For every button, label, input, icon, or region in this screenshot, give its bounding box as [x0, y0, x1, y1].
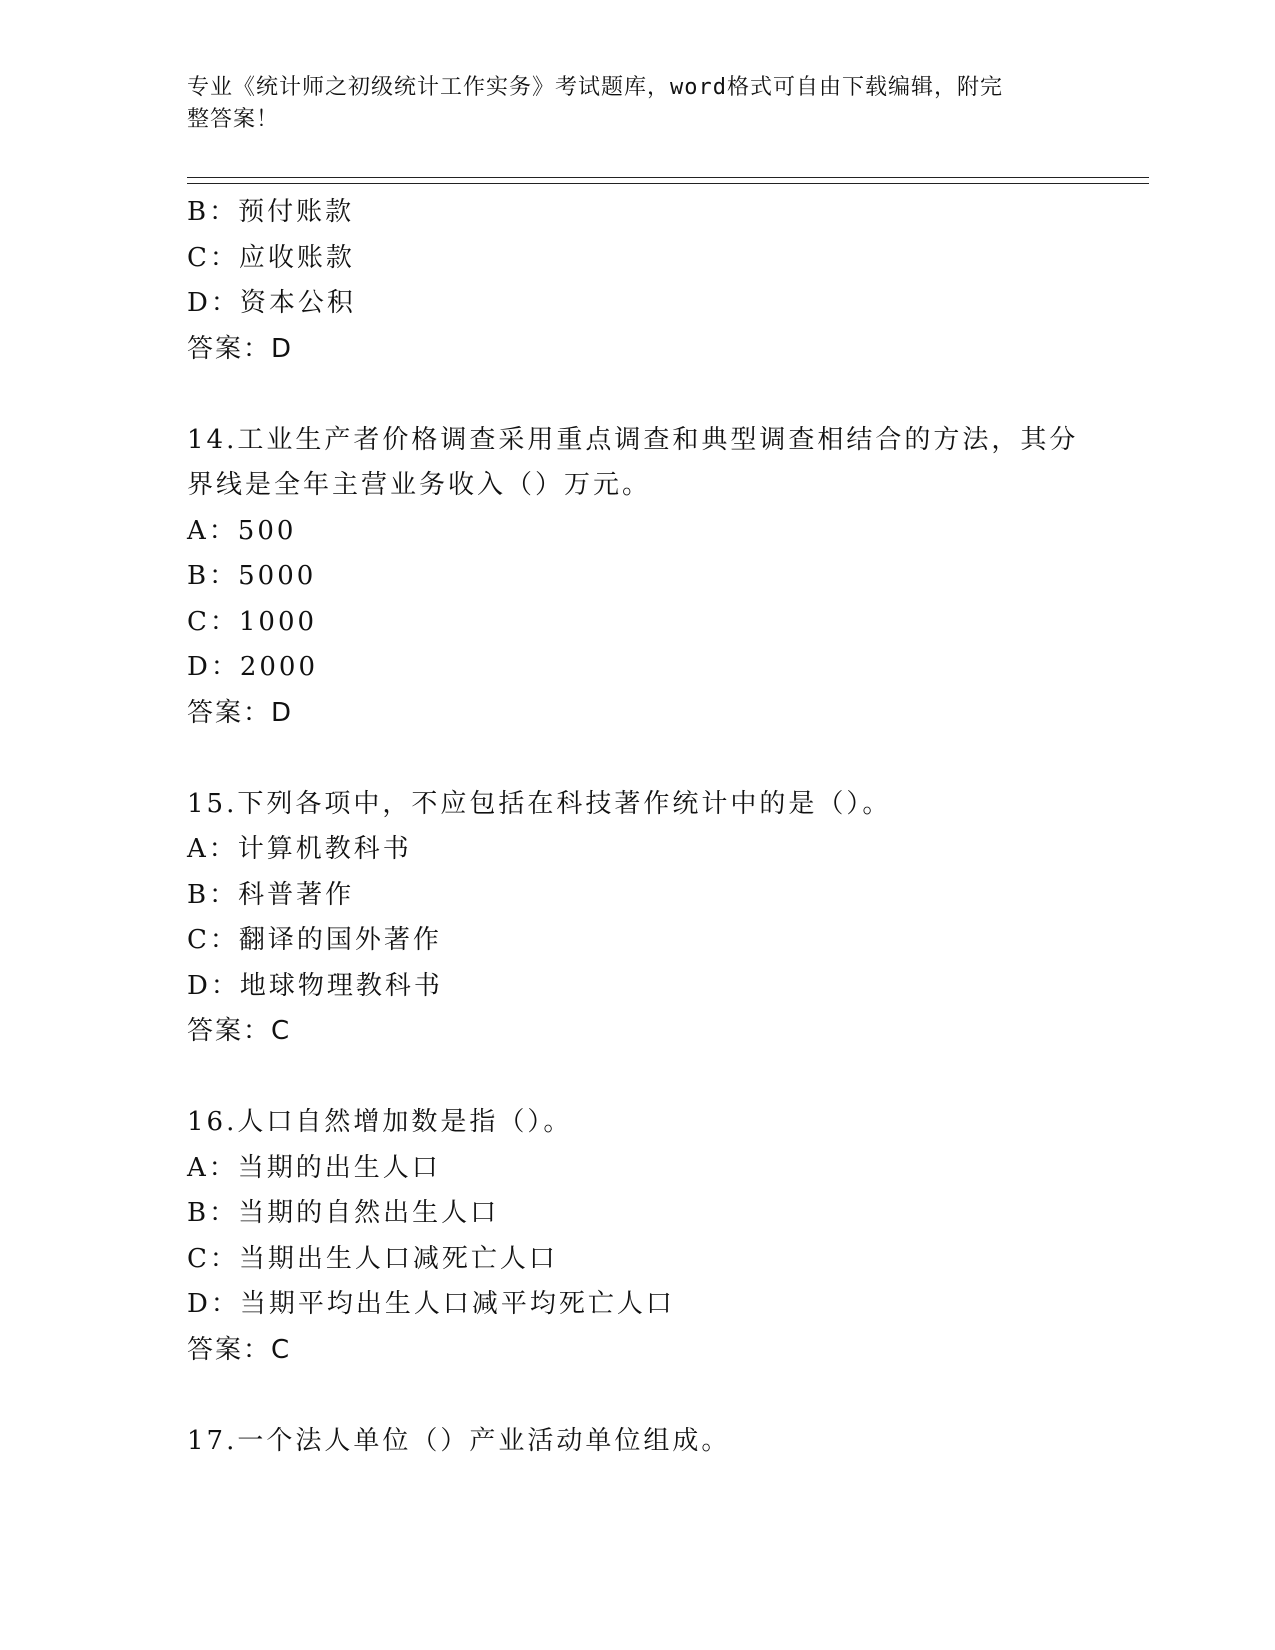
- question-14: [187, 418, 1087, 737]
- answer: 答案：D: [187, 333, 294, 364]
- question-stem: 15.下列各项中，不应包括在科技著作统计中的是（）。: [187, 788, 892, 819]
- question-stem-line-2: 界线是全年主营业务收入（）万元。: [187, 470, 652, 500]
- question-17: [187, 1419, 1087, 1465]
- spacer: [187, 1373, 1087, 1419]
- option-c: C：当期出生人口减死亡人口: [187, 1243, 558, 1274]
- option-c: C：1000: [187, 606, 318, 637]
- option-b: B：科普著作: [187, 879, 355, 910]
- option-a: A：当期的出生人口: [187, 1152, 441, 1183]
- question-16: [187, 1100, 1087, 1373]
- question-stem: 16.人口自然增加数是指（）。: [187, 1107, 573, 1137]
- option-c: C：应收账款: [187, 242, 355, 273]
- option-a: A：500: [187, 515, 297, 546]
- option-d: D：2000: [187, 652, 319, 682]
- option-d: D：地球物理教科书: [187, 970, 443, 1001]
- option-d: D：资本公积: [187, 288, 356, 318]
- question-list: [187, 190, 1087, 1464]
- answer: 答案：C: [187, 1016, 292, 1046]
- question-13: [187, 190, 1087, 372]
- answer: 答案：C: [187, 1334, 292, 1365]
- header-line-2: 整答案！: [187, 107, 280, 132]
- option-c: C：翻译的国外著作: [187, 925, 442, 955]
- header-line-1: 专业《统计师之初级统计工作实务》考试题库，word格式可自由下载编辑，附完: [187, 75, 1003, 100]
- option-d: D：当期平均出生人口减平均死亡人口: [187, 1289, 675, 1319]
- spacer: [187, 736, 1087, 782]
- option-a: A：计算机教科书: [187, 834, 412, 864]
- option-b: B：预付账款: [187, 197, 355, 227]
- question-stem: 17.一个法人单位（）产业活动单位组成。: [187, 1425, 731, 1456]
- option-b: B：5000: [187, 561, 317, 591]
- spacer: [187, 1055, 1087, 1101]
- question-stem-line-1: 14.工业生产者价格调查采用重点调查和典型调查相结合的方法，其分: [187, 424, 1079, 455]
- question-15: [187, 782, 1087, 1055]
- option-b: B：当期的自然出生人口: [187, 1198, 500, 1228]
- answer: 答案：D: [187, 697, 294, 728]
- document-header: [187, 72, 1067, 136]
- spacer: [187, 372, 1087, 418]
- header-double-rule: [187, 177, 1149, 184]
